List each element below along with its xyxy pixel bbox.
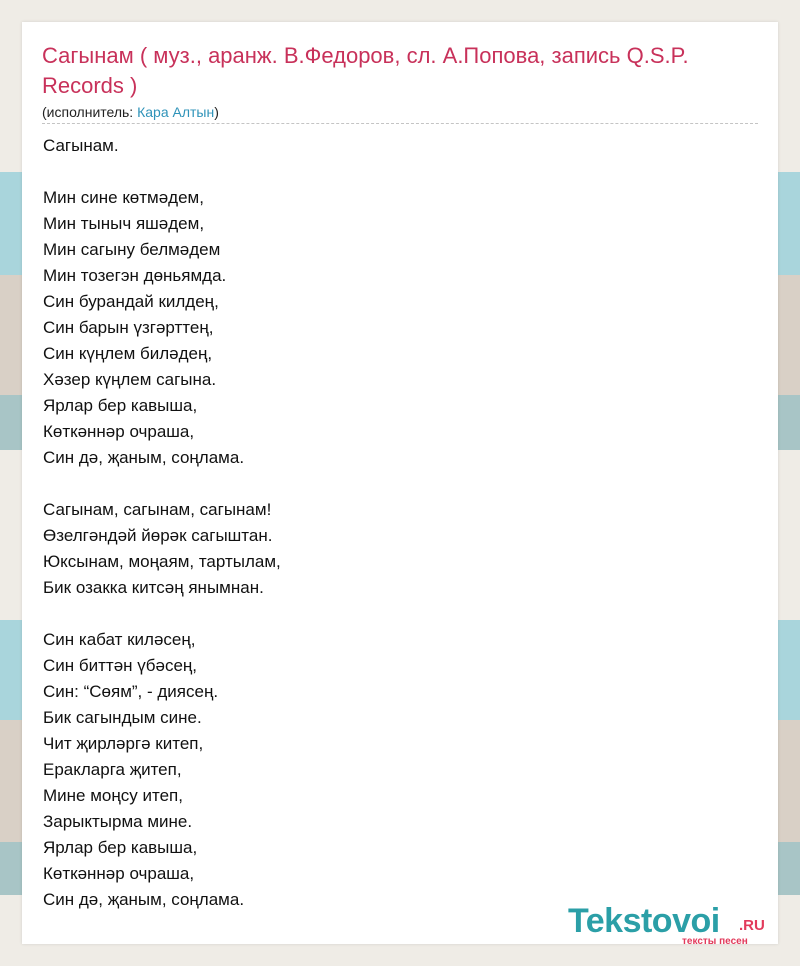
- lyrics-line: Юксынам, моңаям, тартылам,: [43, 552, 281, 571]
- lyrics-line: Көткәннәр очраша,: [43, 864, 195, 883]
- lyrics-line: Син биттән үбәсең,: [43, 656, 198, 675]
- lyrics-line: Чит җирләргә китеп,: [43, 734, 204, 753]
- lyrics-line: Көткәннәр очраша,: [43, 422, 195, 441]
- lyrics-stanza: [43, 185, 743, 471]
- lyrics-line: Еракларга җитеп,: [43, 760, 182, 779]
- lyrics-stanza: [43, 497, 743, 601]
- lyrics-stanza: [43, 133, 743, 159]
- lyrics-line: Мин сине көтмәдем,: [43, 188, 204, 207]
- lyrics-line: Син дә, җаным, соңлама.: [43, 890, 245, 909]
- title-divider: [42, 123, 758, 124]
- lyrics-line: Мин тыныч яшәдем,: [43, 214, 205, 233]
- lyrics-line: Сагынам, сагынам, сагынам!: [43, 500, 272, 519]
- lyrics-line: Син бурандай килдең,: [43, 292, 219, 311]
- lyrics-card: [22, 22, 778, 947]
- lyrics-line: Сагынам.: [43, 136, 119, 155]
- lyrics-line: Зарыктырма мине.: [43, 812, 193, 831]
- lyrics-line: Мин тозегэн дөньямда.: [43, 266, 227, 285]
- lyrics-line: Мин сагыну белмәдем: [43, 240, 221, 259]
- lyrics-line: Син кабат киләсең,: [43, 630, 196, 649]
- lyrics-line: Бик сагындым сине.: [43, 708, 202, 727]
- lyrics-line: Син барын үзгәрттең,: [43, 318, 214, 337]
- logo-brand: Tekstovoi: [568, 902, 720, 940]
- lyrics-line: Син дә, җаным, соңлама.: [43, 448, 245, 467]
- artist-link[interactable]: Кара Алтын: [137, 104, 215, 120]
- performer-prefix: (исполнитель:: [42, 104, 138, 120]
- lyrics-line: Бик озакка китсәң янымнан.: [43, 578, 264, 597]
- lyrics-line: Син: “Сөям”, - диясең.: [43, 682, 219, 701]
- logo-tagline: тексты песен: [682, 936, 748, 947]
- lyrics-line: Син күңлем биләдең,: [43, 344, 213, 363]
- lyrics-line: Ярлар бер кавыша,: [43, 396, 198, 415]
- lyrics-line: Өзелгәндәй йөрәк сагыштан.: [43, 526, 273, 545]
- song-title: Сагынам ( муз., аранж. В.Федоров, сл. А.Попова, запись Q.S.P. Records ): [42, 43, 689, 98]
- performer-suffix: ): [214, 104, 219, 120]
- lyrics-stanza: [43, 627, 743, 913]
- lyrics-line: Мине моңсу итеп,: [43, 786, 183, 805]
- performer-line: [42, 103, 219, 121]
- lyrics-line: Ярлар бер кавыша,: [43, 838, 198, 857]
- tekstovoi-logo[interactable]: [568, 902, 788, 948]
- lyrics-text: [43, 133, 743, 913]
- logo-tld: .RU: [739, 917, 765, 934]
- lyrics-line: Хәзер күңлем сагына.: [43, 370, 217, 389]
